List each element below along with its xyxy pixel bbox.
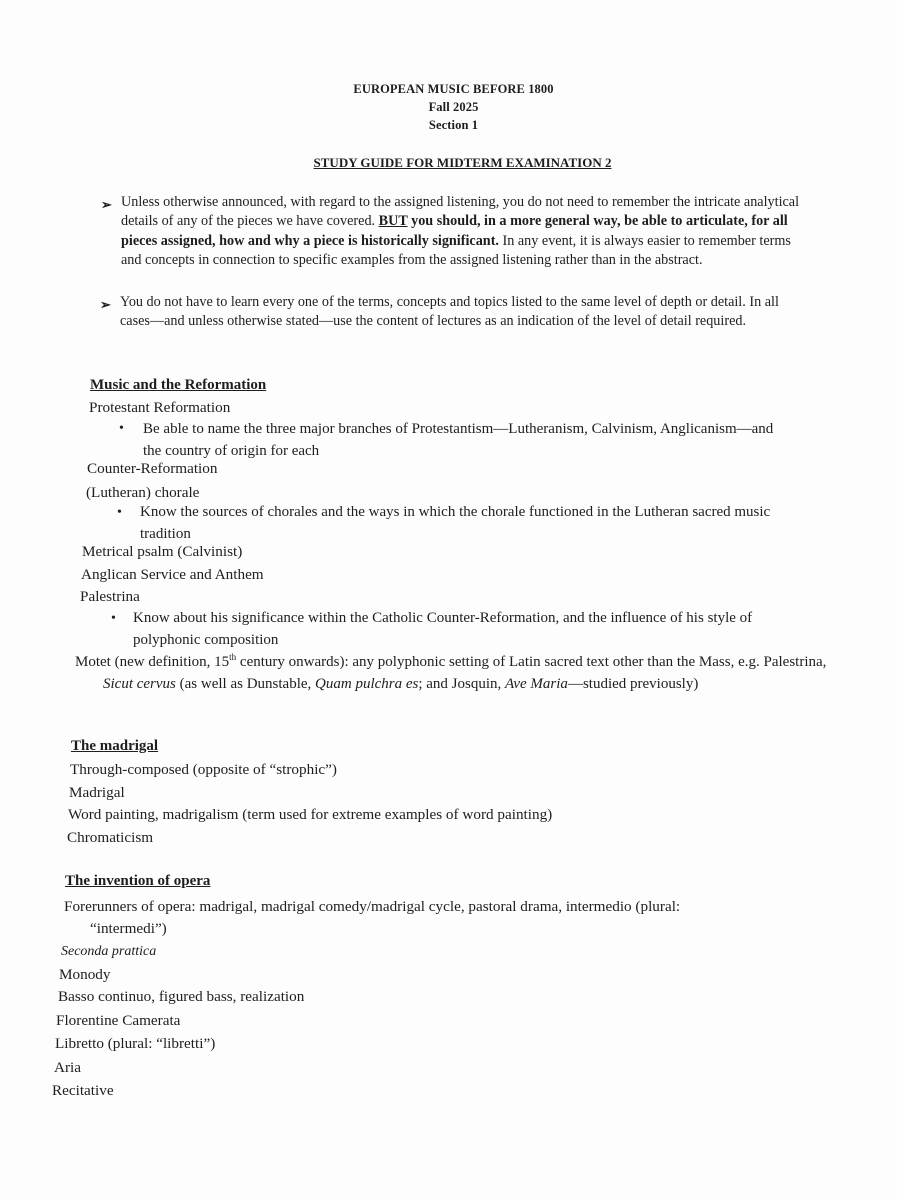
term-libretto: Libretto (plural: “libretti”) bbox=[55, 1035, 216, 1052]
term-seconda-prattica: Seconda prattica bbox=[61, 944, 157, 959]
term-metrical-psalm: Metrical psalm (Calvinist) bbox=[82, 543, 243, 560]
term-motet-definition bbox=[75, 651, 843, 695]
intro-text-cont: In any event, it is always easier to remember terms and concepts in connection to specific examples from the assigned listening rather than in the abstract. bbox=[121, 232, 791, 269]
term-palestrina: Palestrina bbox=[80, 588, 140, 605]
term-protestant-reformation: Protestant Reformation bbox=[89, 399, 231, 416]
intro-paragraph-2: You do not have to learn every one of the terms, concepts and topics listed to the same level of depth or detail. In all cases—and unless otherwise stated—use the content of lectures as an indication of the level of detail required. bbox=[120, 294, 779, 330]
motet-text: ; and Josquin, bbox=[418, 676, 506, 692]
section-heading-reformation: Music and the Reformation bbox=[90, 377, 267, 393]
arrow-bullet-icon: ➢ bbox=[101, 197, 112, 212]
work-title-sicut-cervus: Sicut cervus bbox=[103, 676, 176, 692]
work-title-quam-pulchra-es: Quam pulchra es bbox=[315, 676, 419, 692]
term-recitative: Recitative bbox=[52, 1082, 114, 1099]
arrow-bullet-icon: ➢ bbox=[100, 297, 111, 312]
term-word-painting: Word painting, madrigalism (term used for extreme examples of word painting) bbox=[68, 806, 553, 823]
note-chorale-sources: Know the sources of chorales and the ways in which the chorale functioned in the Lutheran sacred music tradition bbox=[140, 504, 771, 542]
bullet-icon: • bbox=[117, 505, 122, 520]
term-monody: Monody bbox=[59, 966, 111, 983]
intro-text: Unless otherwise announced, with regard to the assigned listening, you do not need to remember the intricate analytical details of any of the pieces we have covered. bbox=[121, 194, 800, 230]
note-palestrina-significance: Know about his significance within the Catholic Counter-Reformation, and the influence of his style of polyphonic composition bbox=[133, 610, 753, 648]
term-through-composed: Through-composed (opposite of “strophic”) bbox=[70, 761, 337, 778]
superscript-th: th bbox=[229, 652, 237, 662]
bullet-icon: • bbox=[119, 421, 124, 436]
motet-text: (as well as Dunstable, bbox=[175, 676, 316, 692]
note-protestant-branches: Be able to name the three major branches of Protestantism—Lutheranism, Calvinism, Anglicanism—and the country of origin for each bbox=[143, 421, 774, 459]
bold-emphasis: you should, in a more general way, be able to articulate, for all pieces assigned, how and why a piece is historically significant. bbox=[121, 213, 788, 249]
term-basso-continuo: Basso continuo, figured bass, realization bbox=[58, 988, 305, 1005]
motet-text: Motet (new definition, 15 bbox=[75, 654, 230, 670]
term-forerunners-of-opera: Forerunners of opera: madrigal, madrigal comedy/madrigal cycle, pastoral drama, intermedio (plural: bbox=[64, 898, 681, 915]
term-forerunners-cont: “intermedi”) bbox=[90, 920, 167, 937]
term-counter-reformation: Counter-Reformation bbox=[87, 460, 218, 477]
motet-text: century onwards): any polyphonic setting of Latin sacred text other than the Mass, e.g. Palestrina, bbox=[236, 654, 827, 670]
term-florentine-camerata: Florentine Camerata bbox=[56, 1012, 181, 1029]
term-anglican-service: Anglican Service and Anthem bbox=[81, 566, 264, 583]
term-lutheran-chorale: (Lutheran) chorale bbox=[86, 484, 200, 501]
term-label: Fall 2025 bbox=[428, 100, 479, 114]
term-chromaticism: Chromaticism bbox=[67, 829, 154, 846]
term-aria: Aria bbox=[54, 1059, 81, 1076]
bullet-icon: • bbox=[111, 611, 116, 626]
but-emphasis: BUT bbox=[378, 213, 408, 230]
section-heading-opera: The invention of opera bbox=[65, 873, 211, 889]
section-heading-madrigal: The madrigal bbox=[71, 738, 159, 754]
work-title-ave-maria: Ave Maria bbox=[505, 676, 568, 692]
intro-paragraph-1 bbox=[121, 193, 811, 271]
document-title: STUDY GUIDE FOR MIDTERM EXAMINATION 2 bbox=[313, 155, 612, 170]
course-title: EUROPEAN MUSIC BEFORE 1800 bbox=[353, 82, 554, 96]
term-madrigal: Madrigal bbox=[69, 784, 125, 801]
motet-text: —studied previously) bbox=[567, 676, 699, 692]
section-label: Section 1 bbox=[428, 118, 479, 132]
